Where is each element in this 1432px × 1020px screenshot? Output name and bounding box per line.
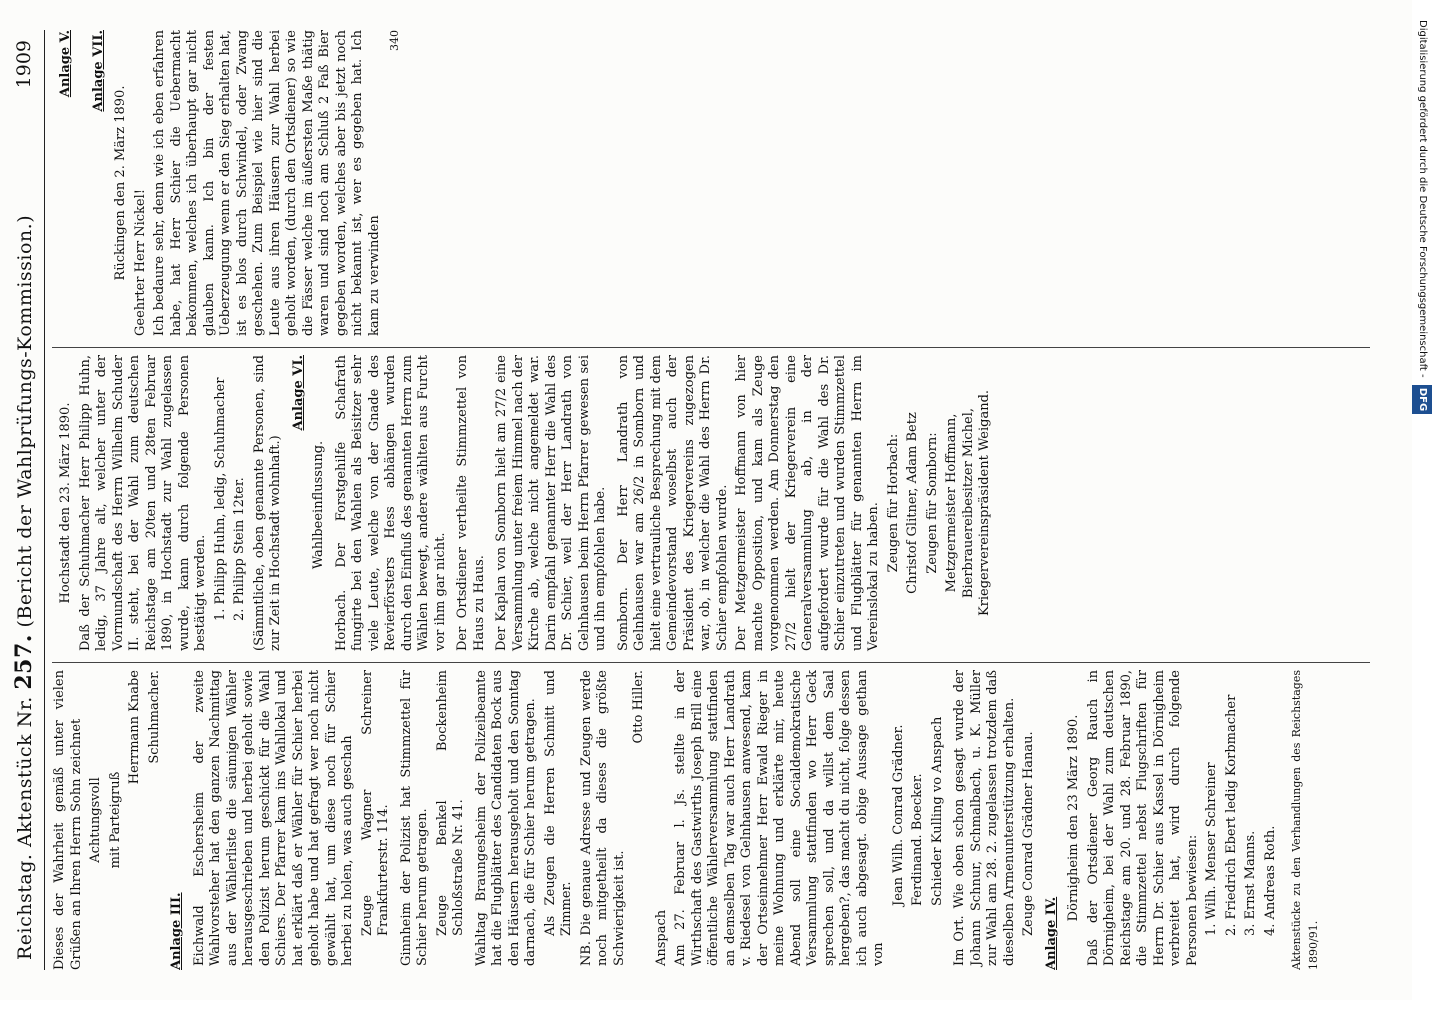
footer-text: Aktenstücke zu den Verhandlungen des Reichstages 1890/91. xyxy=(1290,670,1320,970)
entry-30 xyxy=(399,670,468,970)
witness-names: Metzgermeister Hoffmann, Bierbrauereibesitzer Michel, Kriegervereinspräsident Weigand. xyxy=(944,389,992,617)
dfg-credit xyxy=(1412,0,1432,1020)
signature-name: Herrmann Knabe xyxy=(127,670,142,785)
witness-item: 4. Andreas Roth. xyxy=(1262,825,1278,936)
entry-36 xyxy=(334,355,450,655)
entry-text: Horbach. Der Forstgehilfe Schafrath fungirte bei den Wahlen als Beisitzer sehr viele Leute, welche von der Gnade des Revierförsters Hess abhängen wurden durch den Einfluß des genannten Herrn zum Wählen bewegt, andere wählten aus Furcht vor ihm gar nicht. xyxy=(333,355,448,651)
witness-heading: Zeugen für Somborn: xyxy=(924,432,940,574)
entry-29 xyxy=(192,670,393,970)
entry-38 xyxy=(494,355,610,655)
entry-39 xyxy=(616,355,994,655)
intro-closing: Achtungsvoll xyxy=(88,777,103,863)
entry-signature: Otto Hiller. xyxy=(631,670,646,744)
header-title: Reichstag. Aktenstück Nr. 257. (Bericht der Wahlprüfungs-Kommission.) xyxy=(11,214,37,960)
annex-heading: Anlage VII. xyxy=(90,30,106,112)
annex-heading: Anlage IV. xyxy=(1043,896,1059,970)
entry-witness: Zeuge Wagner Schreiner Frankfurterstr. 114. xyxy=(359,670,391,936)
entry-signature: Schieder Kulling vo Anspach xyxy=(929,716,945,906)
entry-text: Im Ort. Wie oben schon gesagt wurde der Johann Schnur, Schmalbach, u. K. Müller zur Wahl am 28. 2. zugelassen trotzdem daß dieselben Armenunterstützung erhalten. xyxy=(952,670,1017,966)
entry-31 xyxy=(474,670,648,970)
witness-names: Christof Glitner, Adam Betz xyxy=(905,412,920,594)
page-number: 340 xyxy=(388,30,401,51)
entry-40 xyxy=(113,30,404,340)
page-header xyxy=(11,30,45,970)
entry-signature: Ferdinand. Boecker. xyxy=(910,773,925,906)
column-divider xyxy=(52,347,1370,348)
entry-text: Ich bedaure sehr, denn wie ich eben erfahren habe, hat Herr Schier die Uebermacht bekommen, welches ich überhaupt gar nicht glauben kann. Ich bin der festen Ueberzeugung wenn er den Sieg erhalten hat, ist es blos durch Schwindel, oder Zwang geschehen. Zum Beispiel wie hier sind die Leute aus ihren Häusern zur Wahl herbei geholt worden, (durch den Ortsdiener) so wie die Fässer welche im äußersten Maße thätig waren und sind noch am Schluß 2 Faß Bier gegeben worden, welches aber bis jetzt noch nicht bekannt ist, wer es gegeben hat. Ich kam zu verwinden xyxy=(152,30,382,336)
entry-note: NB. Die genaue Adresse und Zeugen werde noch mitgetheilt da dieses die größte Schwierigkeit ist. xyxy=(578,670,627,966)
entry-text: Eichwald Eschersheim der zweite Wahlvorsteher hat den ganzen Nachmittag aus der Wählerliste die säumigen Wähler herausgeschrieben und herbei geholt sowie den Polizist herum geschickt für die Wahl Schiers. Der Pfarrer kam ins Wahllokal und hat erklärt daß er Wähler für Schier herbei geholt habe und hat gefragt wer noch nicht gewählt hat, um diese noch für Schier herbei zu holen, was auch geschah xyxy=(191,670,355,966)
dfg-credit-text: Digitalisierung gefördert durch die Deutsche Forschungsgemeinschaft - xyxy=(1417,20,1428,378)
dfg-sidebar xyxy=(1412,0,1432,1000)
intro-closing2: mit Parteigruß xyxy=(107,771,123,869)
intro-text: Dieses der Wahrheit gemäß unter vielen Grüßen an Ihren Herrn Sohn zeichnet xyxy=(52,670,84,970)
entry-signature: Jean Wilh. Conrad Grädner. xyxy=(890,724,906,906)
entry-37 xyxy=(455,355,488,655)
column-middle xyxy=(52,355,1394,655)
witness-heading: Zeugen für Horbach: xyxy=(885,433,901,573)
entry-note: (Sämmtliche, oben genannte Personen, sind zur Zeit in Hochstadt wohnhaft.) xyxy=(251,355,283,651)
entry-witness: Zeuge Conrad Grädner Hanau. xyxy=(1021,731,1036,936)
annex-heading: Anlage III. xyxy=(169,892,184,970)
section-heading: Wahlbeeinflussung. xyxy=(311,440,326,570)
entry-text: Daß der Ortsdiener Georg Rauch in Dörnigheim, bei der Wahl zum deutschen Reichstage am 20. und 28. Februar 1890, die Stimmzettel nebst Flugschriften für Herrn Dr. Schier aus Kassel in Dörnigheim verbreitet hat, wird durch folgende Personen bewiesen: xyxy=(1085,670,1200,966)
entry-text: Am 27. Februar l. Js. stellte in der Wirthschaft des Gastwirths Joseph Brill eine öffentliche Wählerversammlung stattfinden an demselben Tag war auch Herr Landrath v. Riedesel von Gelnhausen anwesend, kam der Ortseinnehmer Herr Ewald Rieger in meine Wohnung und erklärte mir, heute Abend soll eine Socialdemokratische Versammlung stattfinden wo Herr Geck sprechen soll, und da willst dem Saal hergeben?, das macht du nicht, folge dessen ich auch abgesagt. obige Aussage gethan von xyxy=(673,670,886,966)
entry-text: Daß der Schuhmacher Herr Philipp Huhn, ledig, 37 Jahre alt, welcher unter der Vormundschaft des Herrn Wilhelm Schuder II. steht, bei der Wahl zum deutschen Reichstage am 20ten und 28ten Februar 1890, in Hochstadt zur Wahl zugelassen wurde, kann durch folgende Personen bestätigt werden. xyxy=(77,355,208,651)
entry-date: Dörnigheim den 23 März 1890. xyxy=(1066,714,1081,922)
entry-text: Wahltag Braungesheim der Polizeibeamte hat die Flugblätter des Candidaten Bock aus den Häusern herausgeholt und den Sonntag darnach, die für Schier herum getragen. xyxy=(473,670,538,966)
annex-heading: Anlage VI. xyxy=(290,355,306,431)
witness-item: 1. Philipp Huhn, ledig, Schuhmacher xyxy=(212,377,228,621)
letter-greeting: Geehrter Herr Nickel! xyxy=(132,189,148,336)
entry-34 xyxy=(1066,670,1279,970)
annex-heading: Anlage V. xyxy=(58,30,73,98)
entry-32 xyxy=(654,670,947,970)
entry-date: Hochstadt den 23. März 1890. xyxy=(58,402,73,604)
entry-text: Der Ortsdiener vertheilte Stimmzettel von Haus zu Haus. xyxy=(455,355,487,651)
column-left xyxy=(52,670,1394,970)
dfg-logo: DFG xyxy=(1412,385,1432,414)
column-divider xyxy=(52,662,1370,663)
header-year: 1909 xyxy=(13,40,35,89)
signature-role: Schuhmacher. xyxy=(146,670,162,764)
entry-35 xyxy=(58,355,285,655)
entry-date: Rückingen den 2. März 1890. xyxy=(113,85,128,281)
witness-item: 2. Philipp Stein 12ter. xyxy=(232,477,247,621)
entry-33 xyxy=(952,670,1038,970)
column-right xyxy=(52,30,1394,340)
entry-text: Ginnheim der Polizist hat Stimmzettel für Schier herum getragen. xyxy=(398,670,430,966)
witness-item: 2. Friedrich Ebert ledig Korbmacher xyxy=(1223,694,1239,936)
entry-text: Somborn. Der Herr Landrath von Gelnhausen war am 26/2 in Somborn und hielt eine vertrauliche Besprechung mit dem Gemeindevorstand woselbst auch der Präsident des Kriegervereins zugezogen war, ob, in welcher die Wahl des Herrn Dr. Schier empfohlen wurde. xyxy=(615,355,730,651)
witness-item: 3. Ernst Manns. xyxy=(1243,830,1258,936)
witness-item: 1. Wilh. Menser Schreiner xyxy=(1204,762,1219,936)
entry-place: Anspach xyxy=(653,909,669,966)
entry-witness: Als Zeugen die Herren Schmitt und Zimmer. xyxy=(542,670,574,936)
entry-witness: Zeuge Benkel Bockenheim Schloßstraße Nr. 41. xyxy=(434,670,466,936)
entry-text: Der Kaplan von Somborn hielt am 27/2 eine Versammlung unter freiem Himmel nach der Kirche ab, welche nicht angemeldet war. Darin empfahl genannter Herr die Wahl des Dr. Schier, weil der Herr Landrath von Gelnhausen beim Herrn Pfarrer gewesen sei und ihn empfohlen habe. xyxy=(494,355,608,651)
entry-text-2: Der Metzgermeister Hoffmann von hier machte Opposition, und kam als Zeuge vorgenommen werden. Am Donnerstag den 27/2 hielt der Kriegerverein eine Generalversammlung ab, in der aufgefordert wurde für die Wahl des Dr. Schier einzutreten und wurden Stimmzettel und Flugblätter für genannten Herrn im Vereinslokal zu haben. xyxy=(734,355,881,651)
